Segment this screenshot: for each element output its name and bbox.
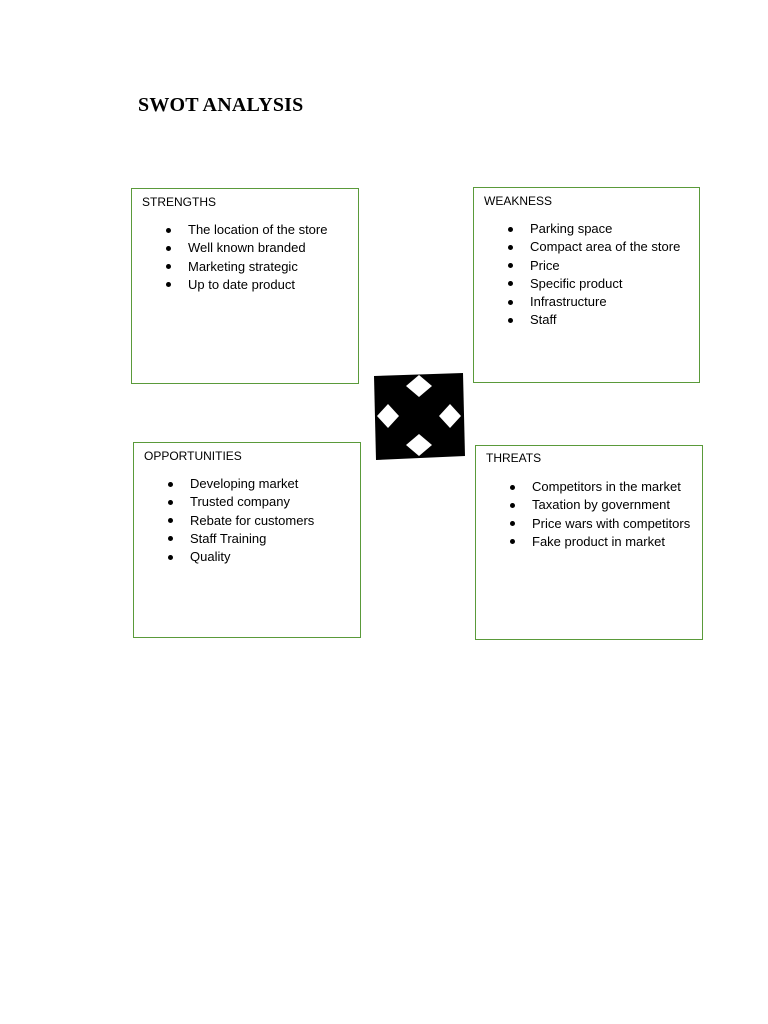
- list-item: Taxation by government: [476, 496, 692, 514]
- list-item: The location of the store: [132, 221, 327, 239]
- page-title: SWOT ANALYSIS: [138, 94, 304, 116]
- threats-list: [476, 478, 692, 551]
- four-arrows-icon: [373, 372, 465, 460]
- list-item: Price: [474, 257, 680, 275]
- weakness-box: [473, 187, 700, 383]
- threats-heading: THREATS: [486, 451, 542, 465]
- list-item: Parking space: [474, 220, 680, 238]
- strengths-box: [131, 188, 359, 384]
- opportunities-box: [133, 442, 361, 638]
- list-item: Rebate for customers: [134, 512, 314, 530]
- list-item: Developing market: [134, 475, 314, 493]
- list-item: Well known branded: [132, 239, 327, 257]
- list-item: Infrastructure: [474, 293, 680, 311]
- list-item: Up to date product: [132, 276, 327, 294]
- list-item: Compact area of the store: [474, 238, 680, 256]
- list-item: Marketing strategic: [132, 258, 327, 276]
- opportunities-list: [134, 475, 314, 566]
- opportunities-heading: OPPORTUNITIES: [144, 449, 242, 463]
- threats-box: [475, 445, 703, 640]
- list-item: Trusted company: [134, 493, 314, 511]
- strengths-heading: STRENGTHS: [142, 195, 217, 209]
- list-item: Price wars with competitors: [476, 515, 692, 533]
- list-item: Fake product in market: [476, 533, 692, 551]
- list-item: Staff Training: [134, 530, 314, 548]
- list-item: Specific product: [474, 275, 680, 293]
- list-item: Competitors in the market: [476, 478, 692, 496]
- strengths-list: [132, 221, 327, 294]
- weakness-heading: WEAKNESS: [484, 194, 553, 208]
- list-item: Staff: [474, 311, 680, 329]
- list-item: Quality: [134, 548, 314, 566]
- weakness-list: [474, 220, 680, 330]
